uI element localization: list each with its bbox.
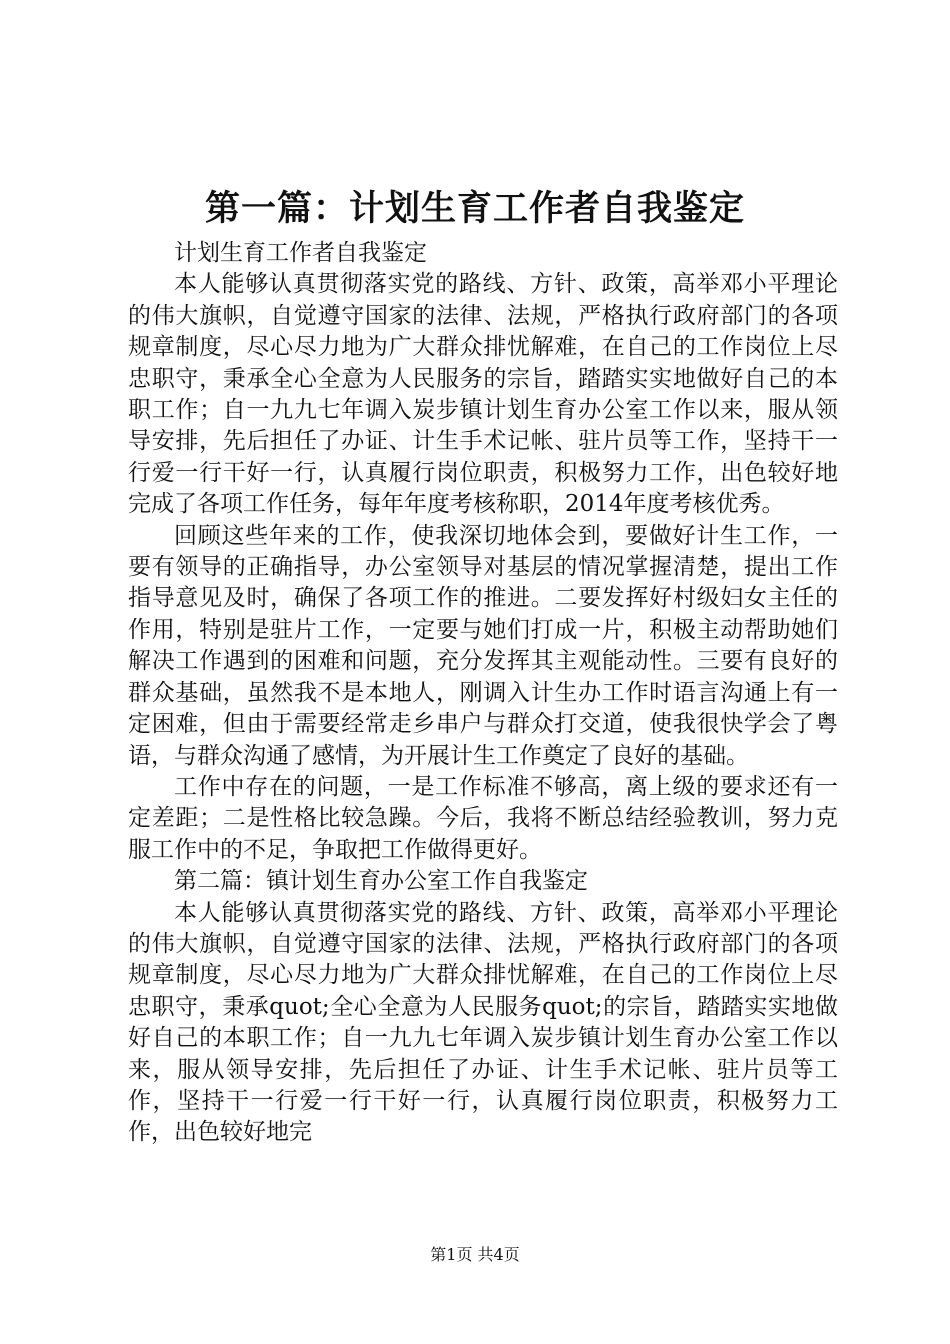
body-paragraph: 工作中存在的问题，一是工作标准不够高，离上级的要求还有一定差距；二是性格比较急躁。今后，我将不断总结经验教训，努力克服工作中的不足，争取把工作做得更好。 [128, 773, 838, 863]
body-paragraph: 本人能够认真贯彻落实党的路线、方针、政策，高举邓小平理论的伟大旗帜，自觉遵守国家的法律、法规，严格执行政府部门的各项规章制度，尽心尽力地为广大群众排忧解难，在自己的工作岗位上尽忠职守，秉承全心全意为人民服务的宗旨，踏踏实实地做好自己的本职工作；自一九九七年调入炭步镇计划生育办公室工作以来，服从领导安排，先后担任了办证、计生手术记帐、驻片员等工作，坚持干一行爱一行干好一行，认真履行岗位职责，积极努力工作，出色较好地完成了各项工作任务，每年年度考核称职，2014年度考核优秀。 [128, 271, 838, 518]
body-paragraph: 本人能够认真贯彻落实党的路线、方针、政策，高举邓小平理论的伟大旗帜，自觉遵守国家的法律、法规，严格执行政府部门的各项规章制度，尽心尽力地为广大群众排忧解难，在自己的工作岗位上尽忠职守，秉承quot;全心全意为人民服务quot;的宗旨，踏踏实实地做好自己的本职工作；自一九九七年调入炭步镇计划生育办公室工作以来，服从领导安排，先后担任了办证、计生手术记帐、驻片员等工作，坚持干一行爱一行干好一行，认真履行岗位职责，积极努力工作，出色较好地完 [128, 899, 838, 1146]
section-heading: 第二篇：镇计划生育办公室工作自我鉴定 [174, 868, 588, 895]
document-body [128, 238, 838, 1149]
body-paragraph: 回顾这些年来的工作，使我深切地体会到，要做好计生工作，一要有领导的正确指导，办公室领导对基层的情况掌握清楚，提出工作指导意见及时，确保了各项工作的推进。二要发挥好村级妇女主任的作用，特别是驻片工作，一定要与她们打成一片，积极主动帮助她们解决工作遇到的困难和问题，充分发挥其主观能动性。三要有良好的群众基础，虽然我不是本地人，刚调入计生办工作时语言沟通上有一定困难，但由于需要经常走乡串户与群众打交道，使我很快学会了粤语，与群众沟通了感情，为开展计生工作奠定了良好的基础。 [128, 522, 838, 769]
section-heading: 计划生育工作者自我鉴定 [174, 240, 427, 266]
document-title: 第一篇：计划生育工作者自我鉴定 [204, 188, 745, 229]
page-number-footer: 第1页 共4页 [430, 1245, 520, 1264]
